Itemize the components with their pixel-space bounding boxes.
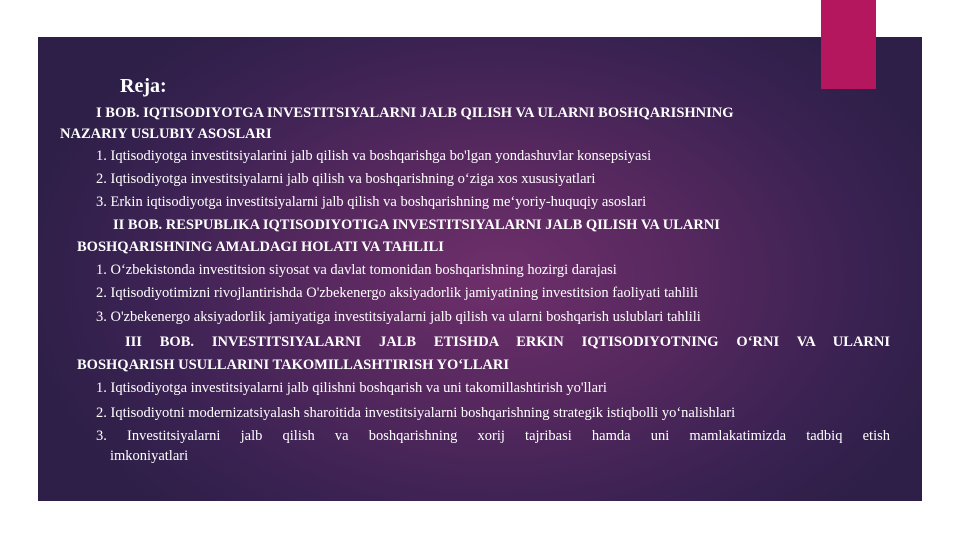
chapter-1-item-2: 2. Iqtisodiyotga investitsiyalarni jalb qilish va boshqarishning o‘ziga xos xususiyatlari bbox=[96, 171, 596, 187]
chapter-1-heading-line2: NAZARIY USLUBIY ASOSLARI bbox=[60, 126, 272, 142]
chapter-3-heading-line2: BOSHQARISH USULLARINI TAKOMILLASHTIRISH YO‘LLARI bbox=[77, 357, 510, 373]
slide-title: Reja: bbox=[120, 75, 167, 97]
chapter-2-item-1: 1. O‘zbekistonda investitsion siyosat va davlat tomonidan boshqarishning hozirgi darajasi bbox=[96, 262, 617, 278]
chapter-3-item-1: 1. Iqtisodiyotga investitsiyalarni jalb qilishni boshqarish va uni takomillashtirish yo'llari bbox=[96, 380, 607, 396]
chapter-2-heading-line1: II BOB. RESPUBLIKA IQTISODIYOTIGA INVESTITSIYALARNI JALB QILISH VA ULARNI bbox=[113, 217, 720, 233]
chapter-3-item-3-continuation: imkoniyatlari bbox=[110, 448, 189, 464]
chapter-2-item-3: 3. O'zbekenergo aksiyadorlik jamiyatiga investitsiyalarni jalb qilish va ularni boshqarish uslublari tahlili bbox=[96, 309, 701, 325]
chapter-1-heading-line1: I BOB. IQTISODIYOTGA INVESTITSIYALARNI JALB QILISH VA ULARNI BOSHQARISHNING bbox=[96, 105, 734, 121]
accent-bar bbox=[821, 0, 876, 89]
chapter-2-item-2: 2. Iqtisodiyotimizni rivojlantirishda O'zbekenergo aksiyadorlik jamiyatining investitsion faoliyati tahlili bbox=[96, 285, 698, 301]
chapter-3-heading-line1: III BOB. INVESTITSIYALARNI JALB ETISHDA ERKIN IQTISODIYOTNING O‘RNI VA ULARNI bbox=[125, 334, 890, 350]
chapter-1-item-3: 3. Erkin iqtisodiyotga investitsiyalarni jalb qilish va boshqarishning me‘yoriy-huquqiy asoslari bbox=[96, 194, 647, 210]
chapter-2-heading-line2: BOSHQARISHNING AMALDAGI HOLATI VA TAHLILI bbox=[77, 239, 444, 255]
chapter-1-item-1: 1. Iqtisodiyotga investitsiyalarini jalb qilish va boshqarishga bo'lgan yondashuvlar konsepsiyasi bbox=[96, 148, 652, 164]
chapter-3-item-2: 2. Iqtisodiyotni modernizatsiyalash sharoitida investitsiyalarni boshqarishning strategik istiqbolli yo‘nalishlari bbox=[96, 405, 736, 421]
chapter-3-item-3: 3. Investitsiyalarni jalb qilish va boshqarishning xorij tajribasi hamda uni mamlakatimizda tadbiq etish bbox=[96, 428, 890, 444]
